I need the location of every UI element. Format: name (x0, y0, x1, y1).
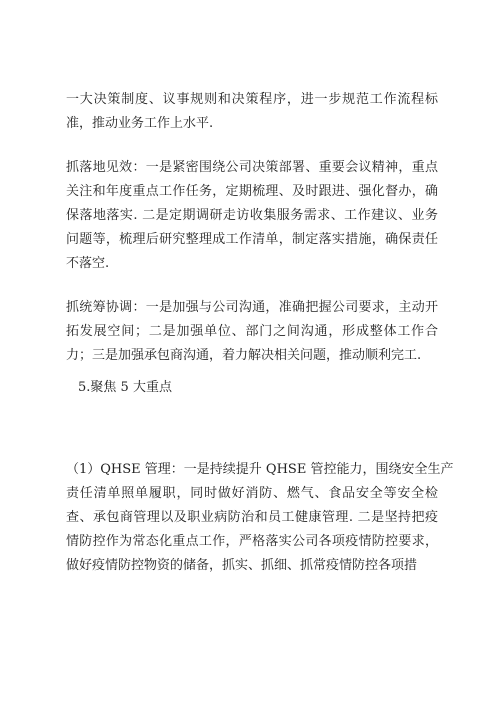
paragraph-qhse-management (66, 458, 454, 578)
text-line: 问题等，梳理后研究整理成工作清单，制定落实措施，确保责任 (66, 232, 438, 247)
paragraph-coordination (66, 296, 438, 368)
text-line: 责任清单照单履职，同时做好消防、燃气、食品安全等安全检 (66, 486, 438, 501)
text-line: 做好疫情防控物资的储备，抓实、抓细、抓常疫情防控各项措 (66, 558, 418, 573)
text-line: 查、承包商管理以及职业病防治和员工健康管理. 二是坚持把疫 (66, 510, 438, 525)
text-line: 关注和年度重点工作任务，定期梳理、及时跟进、强化督办，确 (66, 184, 438, 199)
text-line: 力；三是加强承包商沟通，着力解决相关问题，推动顺利完工. (66, 348, 422, 363)
text-line: 一大决策制度、议事规则和决策程序，进一步规范工作流程标 (66, 92, 438, 107)
text-line: 准，推动业务工作上水平. (66, 116, 214, 131)
text-line: 保落地落实. 二是定期调研走访收集服务需求、工作建议、业务 (66, 208, 438, 223)
text-line: 拓发展空间；二是加强单位、部门之间沟通，形成整体工作合 (66, 324, 438, 339)
text-line: 不落空. (66, 256, 110, 271)
text-line: （1）QHSE 管理：一是持续提升 QHSE 管控能力，围绕安全生产 (66, 462, 454, 477)
text-line: 情防控作为常态化重点工作，严格落实公司各项疫情防控要求， (66, 534, 438, 549)
text-line: 抓落地见效：一是紧密围绕公司决策部署、重要会议精神，重点 (66, 160, 438, 175)
text-line: 抓统筹协调：一是加强与公司沟通，准确把握公司要求，主动开 (66, 300, 438, 315)
paragraph-decision-system (66, 88, 438, 136)
paragraph-implementation (66, 156, 438, 276)
section-heading: 5.聚焦 5 大重点 (78, 380, 172, 395)
